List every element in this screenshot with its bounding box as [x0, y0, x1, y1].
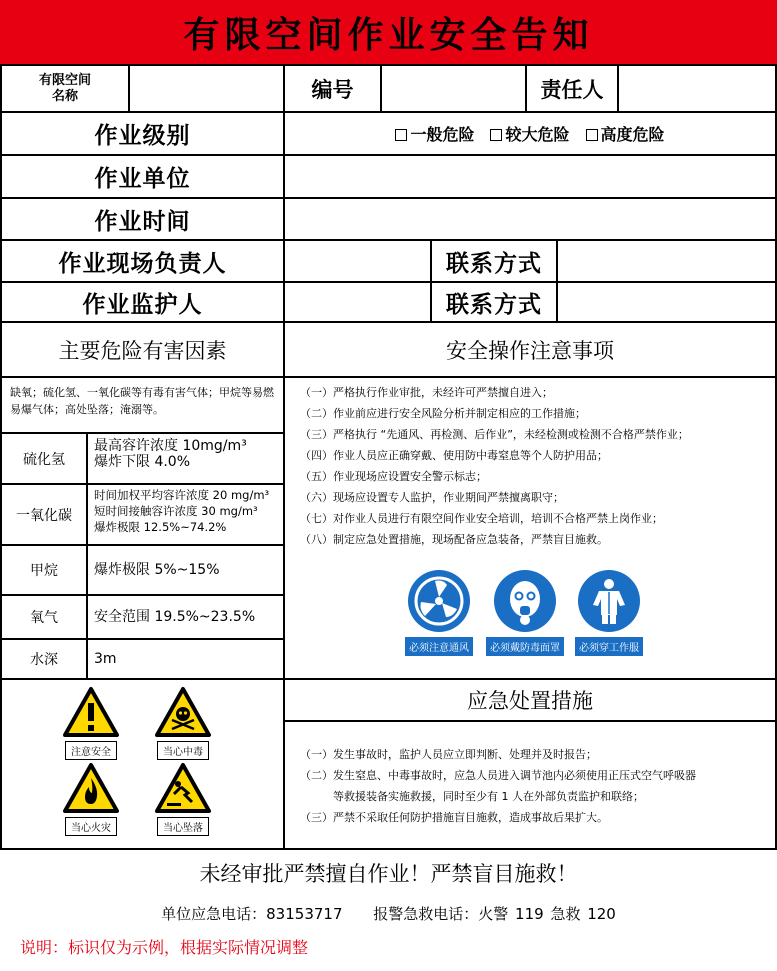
rule-item: （八）制定应急处置措施，现场配备应急装备，严禁盲目施救。	[300, 533, 608, 546]
divider	[0, 848, 777, 850]
gas-mask-icon	[494, 570, 556, 632]
unit-phone: 单位应急电话：83153717	[161, 905, 343, 923]
title-bar	[0, 0, 777, 64]
hazard-note: 缺氧；硫化氢、一氧化碳等有毒有害气体；甲烷等易燃易爆气体；高处坠落；淹溺等。	[10, 386, 274, 416]
emergency-item: （二）发生窒息、中毒事故时，应急人员进入调节池内必须使用正压式空气呼吸器	[300, 769, 696, 782]
level-option-major[interactable]: 较大危险	[490, 122, 569, 145]
site-leader-field[interactable]	[285, 241, 430, 281]
unit-label: 作业单位	[94, 166, 191, 192]
gas-value-line: 时间加权平均容许浓度 20 mg/m³	[94, 488, 270, 502]
guardian-field[interactable]	[285, 283, 430, 321]
guardian-label: 作业监护人	[82, 291, 203, 318]
level-label: 作业级别	[94, 123, 191, 149]
unit-field[interactable]	[285, 156, 775, 197]
sign-label: 必须注意通风	[405, 637, 473, 656]
guardian-contact-field[interactable]	[558, 283, 775, 321]
rule-item: （七）对作业人员进行有限空间作业安全培训，培训不合格严禁上岗作业；	[300, 512, 663, 525]
work-clothes-icon	[578, 570, 640, 632]
level-options	[285, 113, 775, 154]
site-leader-label: 作业现场负责人	[58, 250, 227, 277]
emergency-list	[300, 744, 770, 828]
level-option-high[interactable]: 高度危险	[586, 122, 665, 145]
page-title: 有限空间作业安全告知	[183, 14, 594, 56]
sign-label: 必须穿工作服	[575, 637, 643, 656]
emergency-item: 等救援装备实施救援，同时至少有 1 人在外部负责监护和联络；	[300, 790, 644, 803]
sign-ventilation	[404, 570, 474, 656]
divider	[0, 376, 285, 378]
rule-item: （四）作业人员应正确穿戴、使用防中毒窒息等个人防护用品；	[300, 449, 608, 462]
warning-label: 当心坠落	[157, 817, 209, 836]
site-leader-contact-field[interactable]	[558, 241, 775, 281]
gas-value-line: 爆炸极限 5%~15%	[94, 562, 220, 578]
warning-label: 当心中毒	[157, 741, 209, 760]
gas-value-line: 爆炸极限 12.5%~74.2%	[94, 520, 227, 534]
skull-warning-icon	[154, 686, 212, 738]
emergency-heading: 应急处置措施	[467, 689, 593, 713]
time-field[interactable]	[285, 199, 775, 239]
number-field[interactable]	[382, 66, 525, 111]
warning-label: 当心火灾	[65, 817, 117, 836]
guardian-contact-label: 联系方式	[446, 291, 542, 318]
gas-name-h2s: 硫化氢	[23, 451, 65, 468]
emergency-item: （一）发生事故时，监护人员应立即判断、处理并及时报告；	[300, 748, 597, 761]
warning-fire	[58, 762, 124, 836]
divider	[285, 720, 777, 722]
footer-note: 说明：标识仅为示例，根据实际情况调整	[20, 938, 309, 957]
checkbox-icon	[490, 129, 502, 141]
gas-name-water: 水深	[30, 652, 58, 668]
checkbox-icon	[395, 129, 407, 141]
number-label: 编号	[311, 77, 354, 102]
gas-name-co: 一氧化碳	[16, 507, 72, 524]
sign-work-clothes	[574, 570, 644, 656]
gas-value-line: 爆炸下限 4.0%	[94, 454, 191, 470]
gas-value-line: 3m	[94, 651, 117, 667]
footer-phones	[0, 903, 777, 924]
rule-item: （一）严格执行作业审批，未经许可严禁擅自进入；	[300, 386, 553, 399]
safety-rules	[300, 382, 770, 550]
divider	[285, 376, 777, 378]
safety-heading: 安全操作注意事项	[446, 338, 614, 363]
level-option-general[interactable]: 一般危险	[395, 122, 474, 145]
responsible-field[interactable]	[619, 66, 775, 111]
gas-name-o2: 氧气	[30, 610, 58, 626]
warning-fall	[150, 762, 216, 836]
space-name-field[interactable]	[130, 66, 283, 111]
gas-value-line: 最高容许浓度 10mg/m³	[94, 438, 247, 454]
fan-icon	[408, 570, 470, 632]
site-leader-contact-label: 联系方式	[446, 250, 542, 277]
rule-item: （六）现场应设置专人监护，作业期间严禁擅离职守；	[300, 491, 564, 504]
fall-warning-icon	[154, 762, 212, 814]
checkbox-icon	[586, 129, 598, 141]
exclamation-warning-icon	[62, 686, 120, 738]
time-label: 作业时间	[94, 208, 191, 235]
hazards-heading: 主要危险有害因素	[58, 338, 227, 363]
gas-value-line: 短时间接触容许浓度 30 mg/m³	[94, 504, 258, 518]
sign-gas-mask	[490, 570, 560, 656]
rule-item: （五）作业现场应设置安全警示标志；	[300, 470, 487, 483]
gas-value-line: 安全范围 19.5%~23.5%	[94, 609, 256, 625]
warning-label: 注意安全	[65, 741, 117, 760]
warning-caution	[58, 686, 124, 760]
warning-poison	[150, 686, 216, 760]
fire-warning-icon	[62, 762, 120, 814]
rule-item: （二）作业前应进行安全风险分析并制定相应的工作措施；	[300, 407, 586, 420]
responsible-label: 责任人	[540, 77, 604, 102]
space-name-label: 有限空间 名称	[38, 72, 91, 104]
rule-item: （三）严格执行 “先通风、再检测、后作业”，未经检测或检测不合格严禁作业；	[300, 428, 689, 441]
sign-label: 必须戴防毒面罩	[486, 637, 564, 656]
footer-slogan: 未经审批严禁擅自作业！严禁盲目施救！	[199, 862, 578, 886]
emergency-item: （三）严禁不采取任何防护措施盲目施救，造成事故后果扩大。	[300, 811, 608, 824]
divider	[86, 432, 88, 678]
alarm-phone: 报警急救电话：火警 119 急救 120	[373, 905, 616, 923]
gas-name-ch4: 甲烷	[30, 563, 58, 579]
